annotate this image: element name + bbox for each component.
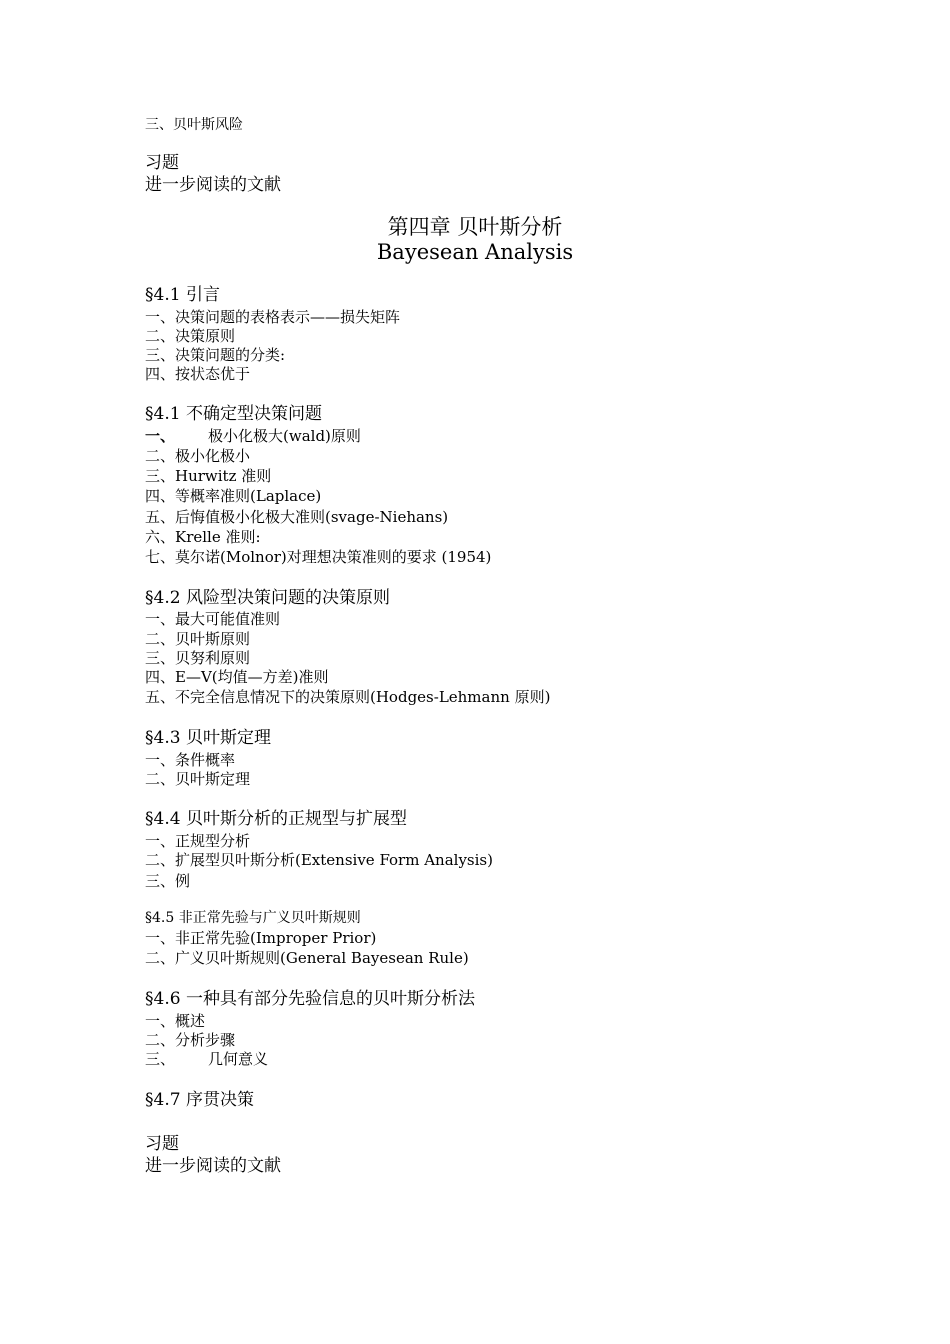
chapter-title: 第四章 贝叶斯分析 bbox=[387, 215, 563, 239]
list-item: 七、莫尔诺(Molnor)对理想决策准则的要求 (1954) bbox=[145, 548, 492, 566]
section-title: §4.5 非正常先验与广义贝叶斯规则 bbox=[145, 910, 361, 926]
list-item: 一、决策问题的表格表示——损失矩阵 bbox=[145, 308, 401, 326]
list-marker: 三、 bbox=[145, 1050, 176, 1068]
list-marker: 一、 bbox=[145, 427, 176, 445]
list-item: 二、广义贝叶斯规则(General Bayesean Rule) bbox=[145, 949, 469, 967]
bottom-reading-heading: 进一步阅读的文献 bbox=[145, 1156, 281, 1176]
list-item-text: 极小化极大(wald)原则 bbox=[208, 427, 361, 445]
list-item: 三、Hurwitz 准则 bbox=[145, 467, 272, 485]
list-item: 二、贝叶斯定理 bbox=[145, 770, 251, 788]
section-title: §4.7 序贯决策 bbox=[145, 1090, 254, 1110]
list-item: 二、扩展型贝叶斯分析(Extensive Form Analysis) bbox=[145, 851, 493, 869]
list-item: 三、贝努利原则 bbox=[145, 649, 251, 667]
section-title: §4.1 不确定型决策问题 bbox=[145, 404, 322, 424]
list-item: 三、决策问题的分类: bbox=[145, 346, 286, 364]
list-item bbox=[145, 1052, 268, 1067]
list-item: 一、概述 bbox=[145, 1012, 206, 1030]
list-item: 四、按状态优于 bbox=[145, 365, 251, 383]
list-item: 二、决策原则 bbox=[145, 327, 236, 345]
section-title: §4.4 贝叶斯分析的正规型与扩展型 bbox=[145, 809, 407, 829]
list-item: 一、最大可能值准则 bbox=[145, 610, 281, 628]
bottom-exercises-heading: 习题 bbox=[145, 1134, 179, 1154]
top-list-item: 三、贝叶斯风险 bbox=[145, 117, 243, 133]
list-item: 六、Krelle 准则: bbox=[145, 528, 261, 546]
section-title: §4.1 引言 bbox=[145, 285, 220, 305]
list-item: 二、贝叶斯原则 bbox=[145, 630, 251, 648]
list-item: 一、正规型分析 bbox=[145, 832, 251, 850]
list-item: 五、后悔值极小化极大准则(svage-Niehans) bbox=[145, 508, 449, 526]
list-item: 一、非正常先验(Improper Prior) bbox=[145, 929, 377, 947]
chapter-subtitle: Bayesean Analysis bbox=[376, 240, 574, 264]
list-item: 四、E—V(均值—方差)准则 bbox=[145, 668, 329, 686]
list-item: 二、分析步骤 bbox=[145, 1031, 236, 1049]
section-title: §4.6 一种具有部分先验信息的贝叶斯分析法 bbox=[145, 989, 475, 1009]
top-reading-heading: 进一步阅读的文献 bbox=[145, 175, 281, 195]
top-exercises-heading: 习题 bbox=[145, 153, 179, 173]
section-title: §4.2 风险型决策问题的决策原则 bbox=[145, 588, 390, 608]
section-title: §4.3 贝叶斯定理 bbox=[145, 728, 271, 748]
list-item-text: 几何意义 bbox=[208, 1050, 269, 1068]
list-item: 二、极小化极小 bbox=[145, 447, 251, 465]
list-item: 四、等概率准则(Laplace) bbox=[145, 487, 322, 505]
list-item: 三、例 bbox=[145, 872, 191, 890]
list-item bbox=[145, 429, 361, 444]
list-item: 五、不完全信息情况下的决策原则(Hodges-Lehmann 原则) bbox=[145, 688, 551, 706]
list-item: 一、条件概率 bbox=[145, 751, 236, 769]
